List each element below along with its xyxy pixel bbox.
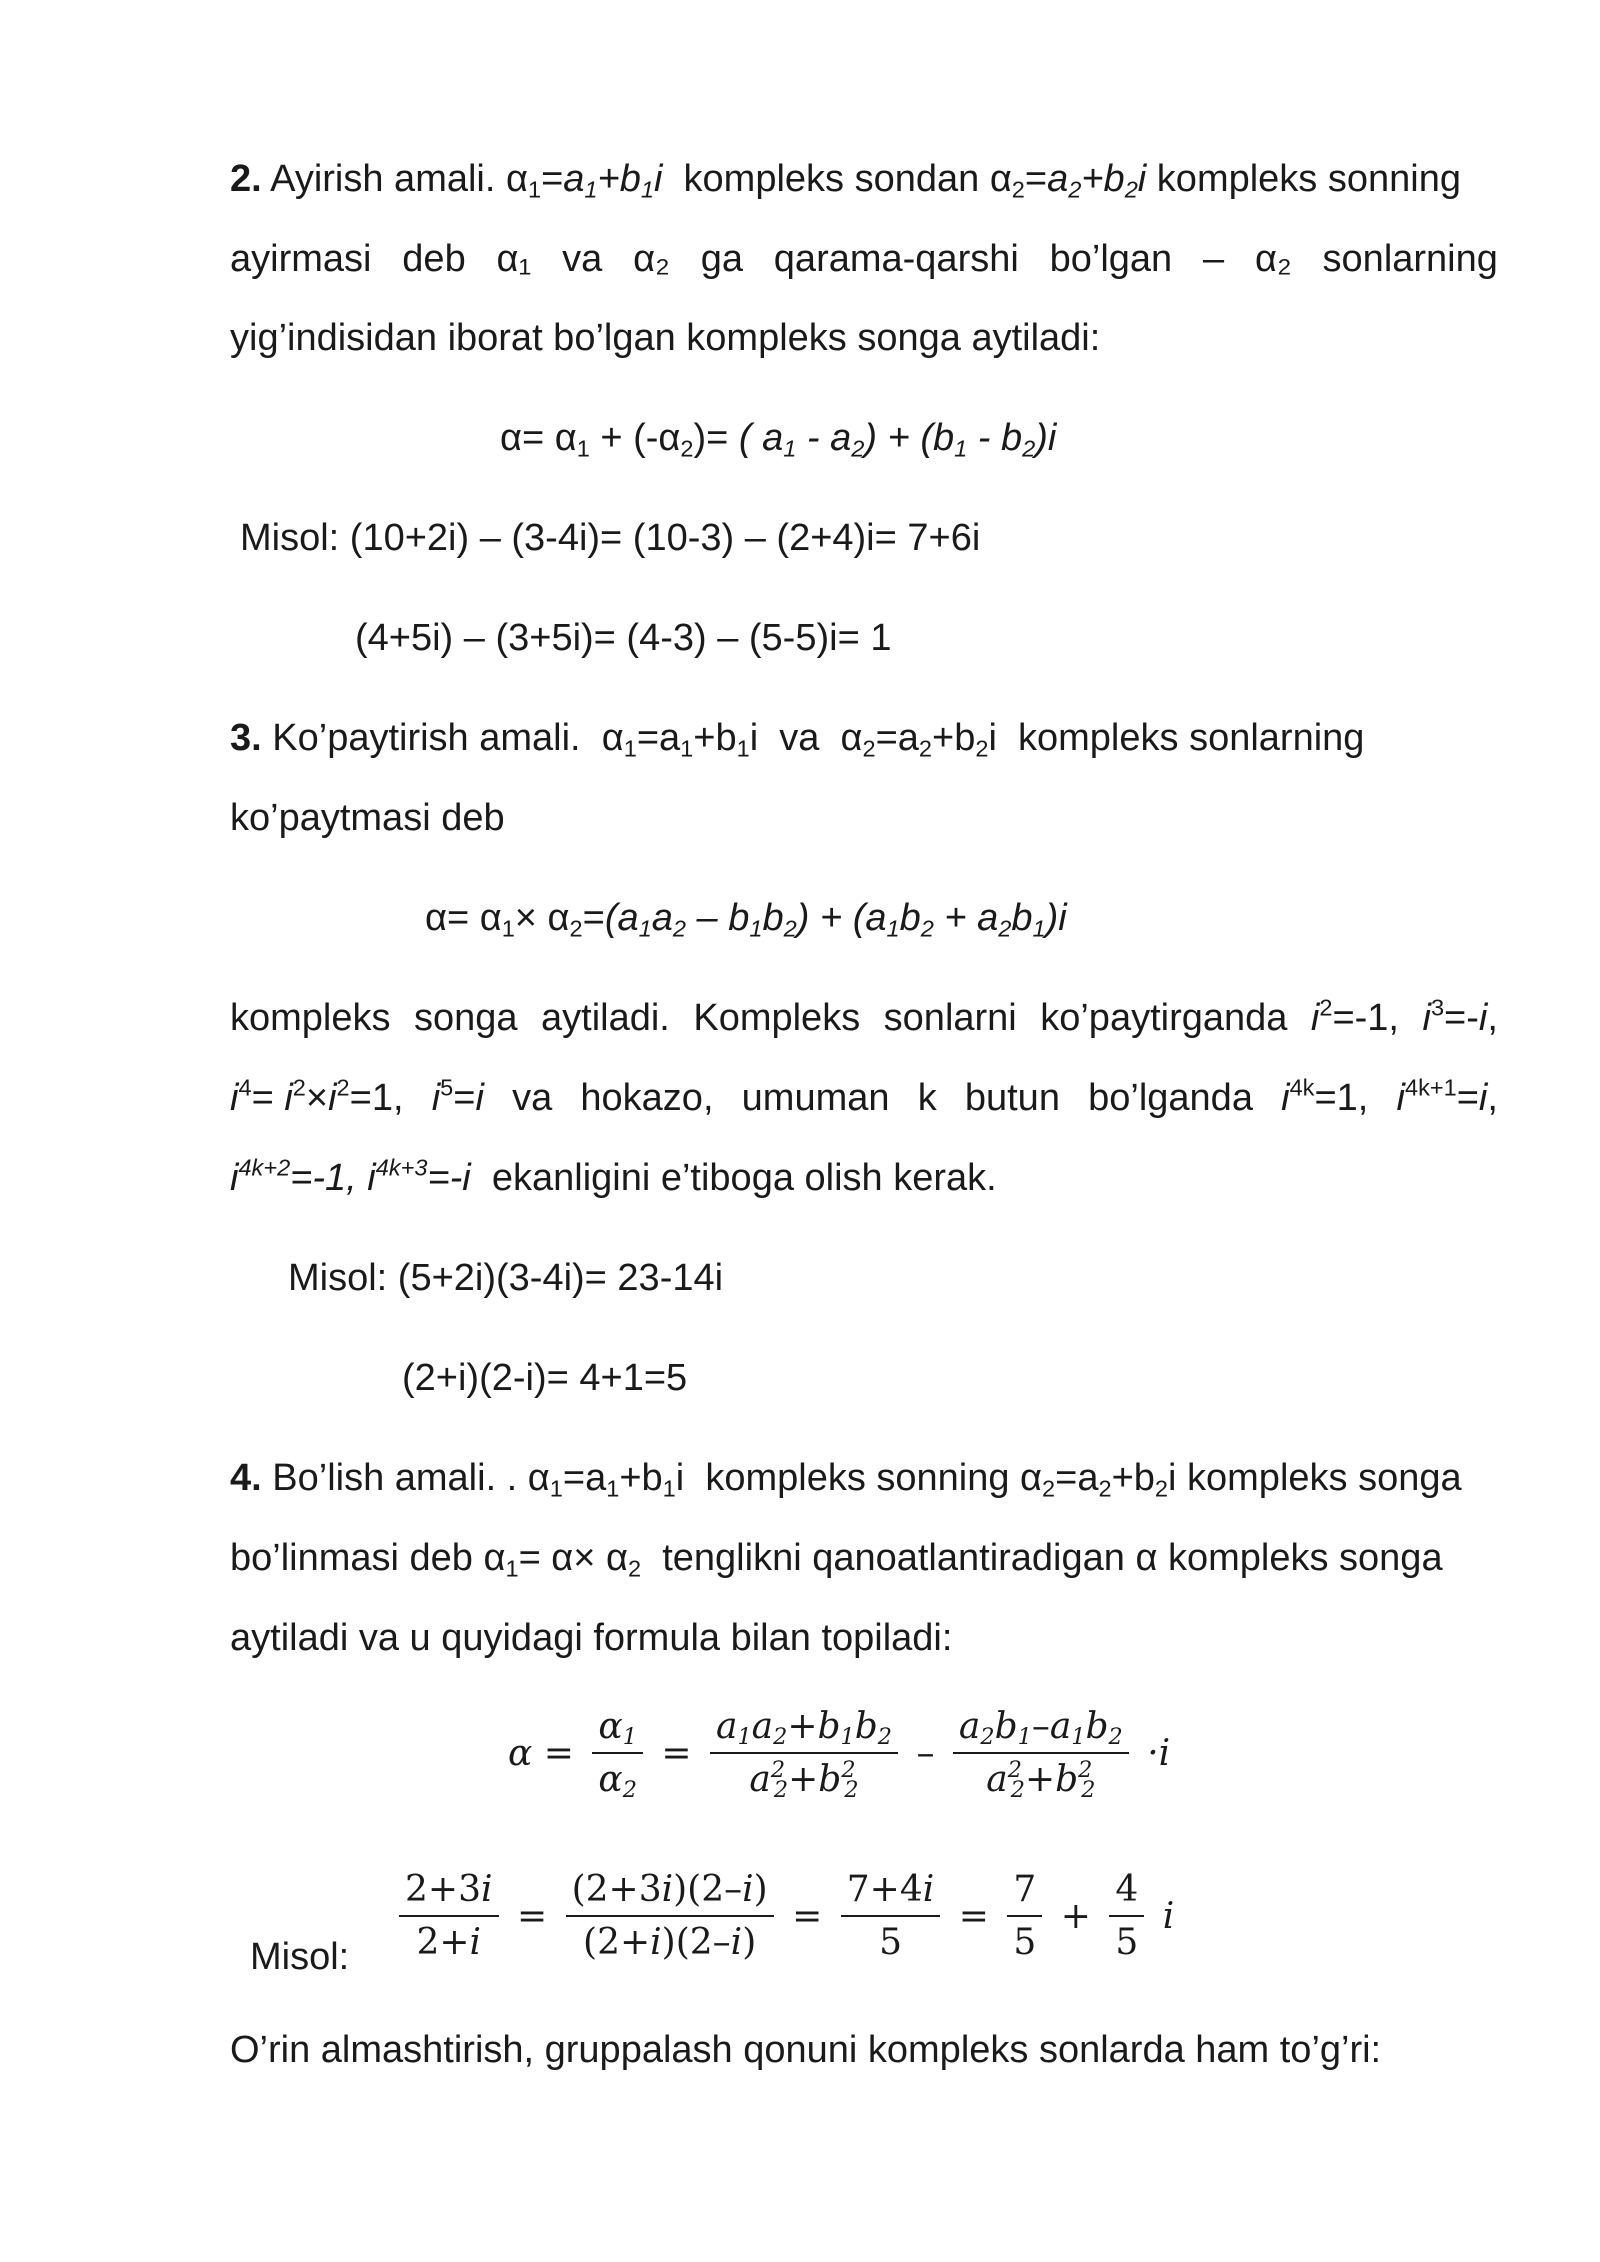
- word: sonlarning: [1322, 238, 1498, 280]
- word: va: [562, 238, 603, 280]
- division-example: $\frac{2+3i}{2+i}$ = $\frac{(2+3i)(2-i)}{(2+i)(2-i)}$ = $\frac{7+4i}{5}$ = $\frac{7}{5}$ + $\frac{4}{5}$ i: [395, 1868, 1177, 1964]
- section3-line4: $i^4= i^2\times i^2=1$, $i^5=i$ va hokazo, umuman k butun bo’lganda $i^{4k}=1$, $i^{4k+1}=i$,: [230, 1074, 1498, 1119]
- section3-example2: (2+i)(2-i)= 4+1=5: [402, 1357, 688, 1399]
- section2-number: 2.: [230, 158, 262, 200]
- section4-line2: bo’linmasi deb $\alpha_1= \alpha\times \alpha_2$ tenglikni qanoatlantiradigan α kompleks songa: [230, 1537, 1443, 1582]
- section2-example2: (4+5i) – (3+5i)= (4-3) – (5-5)i= 1: [355, 617, 892, 659]
- word: ayirmasi: [230, 238, 372, 280]
- section4-line3: aytiladi va u quyidagi formula bilan topiladi:: [230, 1617, 953, 1659]
- section3-title: Ko’paytirish amali.: [272, 717, 581, 759]
- section3-formula: $\alpha= \alpha_1\times \alpha_2=(a_1a_2 - b_1b_2) + (a_1b_2 + a_2b_1)i$: [425, 897, 1067, 942]
- section3-line2: ko’paytmasi deb: [230, 797, 505, 839]
- word: bo’lgan: [1049, 238, 1173, 280]
- section2-title: Ayirish amali.: [270, 158, 496, 200]
- section4-misol-label: Misol:: [250, 1936, 350, 1978]
- word: α₂: [1254, 238, 1292, 280]
- section2-formula: $\alpha= \alpha_1 + (-\alpha_2)=$ ( $a_1 - a_2) + (b_1 - b_2)i$: [500, 417, 1057, 462]
- section2-line1: 2. Ayirish amali. $\alpha_1=a_1+b_1i$ kompleks sondan $\alpha_2=a_2+b_2i$ kompleks sonning: [230, 158, 1461, 203]
- section3-line1: 3. Ko’paytirish amali. $\alpha_1=a_1+b_1i$ va $\alpha_2=a_2+b_2i$ kompleks sonlarning: [230, 717, 1365, 762]
- section2-line3: yig’indisidan iborat bo’lgan kompleks songa aytiladi:: [230, 317, 1101, 359]
- section2-example1: Misol: (10+2i) – (3-4i)= (10-3) – (2+4)i= 7+6i: [240, 517, 981, 559]
- section3-number: 3.: [230, 717, 262, 759]
- section4-number: 4.: [230, 1457, 262, 1499]
- closing-line: O’rin almashtirish, gruppalash qonuni kompleks sonlarda ham to’g’ri:: [230, 2029, 1382, 2071]
- word: deb: [402, 238, 466, 280]
- word: α₁: [496, 238, 532, 280]
- word: qarama-qarshi: [773, 238, 1019, 280]
- word: ga: [700, 238, 743, 280]
- section3-line3: kompleks songa aytiladi. Kompleks sonlarni ko’paytirganda $i^2=-1$, $i^3=-i$,: [230, 994, 1498, 1039]
- section4-title: Bo’lish amali. .: [272, 1457, 518, 1499]
- section2-text: kompleks sondan $\alpha_2=a_2+b_2i$ kompleks sonning: [672, 158, 1461, 203]
- word: –: [1203, 238, 1225, 280]
- section3-line5: $i^{4k+2}=-1$, $i^{4k+3}=-i$ ekanligini e’tiboga olish kerak.: [230, 1154, 997, 1199]
- section2-line2: [230, 237, 1498, 283]
- section4-line1: 4. Bo’lish amali. . $\alpha_1=a_1+b_1i$ kompleks sonning $\alpha_2=a_2+b_2i$ kompleks songa: [230, 1457, 1462, 1502]
- section3-example1: Misol: (5+2i)(3-4i)= 23-14i: [288, 1257, 724, 1299]
- division-formula: α = $\frac{\alpha_1}{\alpha_2}$ = $\frac{a_1a_2+b_1b_2}{a^2_2+b^2_2}$ – $\frac{a_2b_1-a_1b_2}{a^2_2+b^2_2}$ ·i: [508, 1706, 1171, 1804]
- word: α₂: [633, 238, 670, 280]
